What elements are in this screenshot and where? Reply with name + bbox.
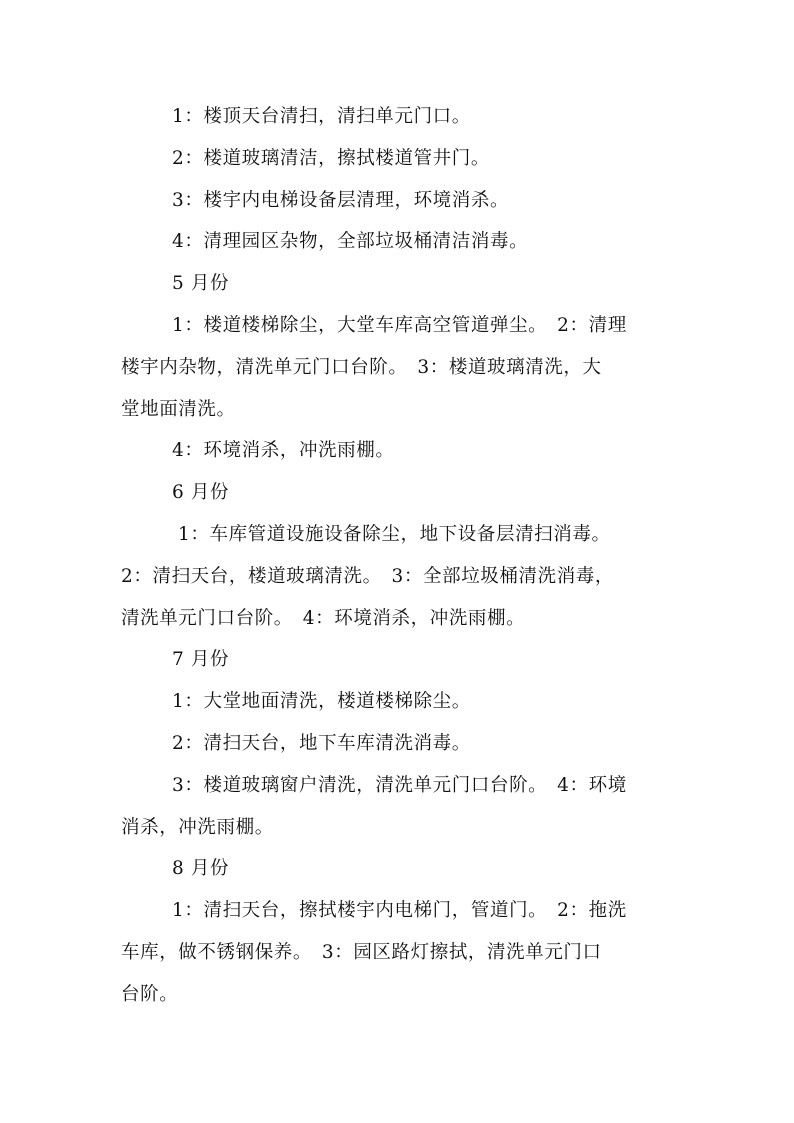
text-line: 4：环境消杀，冲洗雨棚。	[172, 440, 395, 461]
month-heading: 6 月份	[172, 482, 230, 503]
text-line: 1：大堂地面清洗，楼道楼梯除尘。	[172, 691, 471, 712]
text-line: 1：清扫天台，擦拭楼宇内电梯门，管道门。 2：拖洗	[172, 900, 627, 921]
month-heading: 8 月份	[172, 858, 230, 879]
text-line: 3：楼宇内电梯设备层清理，环境消杀。	[172, 190, 510, 211]
text-line: 台阶。	[121, 984, 179, 1005]
month-heading: 5 月份	[172, 273, 230, 294]
text-line: 消杀，冲洗雨棚。	[121, 817, 274, 838]
text-line: 楼宇内杂物，清洗单元门口台阶。 3：楼道玻璃清洗，大	[121, 357, 602, 378]
text-line: 2：楼道玻璃清洁，擦拭楼道管井门。	[172, 148, 490, 169]
text-line: 1：车库管道设施设备除尘，地下设备层清扫消毒。	[178, 524, 611, 545]
text-line: 2：清扫天台，地下车库清洗消毒。	[172, 733, 471, 754]
text-line: 2：清扫天台，楼道玻璃清洗。 3：全部垃圾桶清洗消毒，	[121, 566, 614, 587]
text-line: 车库，做不锈钢保养。 3：园区路灯擦拭，清洗单元门口	[121, 942, 602, 963]
text-line: 3：楼道玻璃窗户清洗，清洗单元门口台阶。 4：环境	[172, 775, 627, 796]
text-line: 4：清理园区杂物，全部垃圾桶清洁消毒。	[172, 231, 529, 252]
text-line: 清洗单元门口台阶。 4：环境消杀，冲洗雨棚。	[121, 608, 526, 629]
text-line: 堂地面清洗。	[121, 399, 236, 420]
month-heading: 7 月份	[172, 649, 230, 670]
text-line: 1：楼道楼梯除尘，大堂车库高空管道弹尘。 2：清理	[172, 315, 627, 336]
text-line: 1：楼顶天台清扫，清扫单元门口。	[172, 106, 471, 127]
